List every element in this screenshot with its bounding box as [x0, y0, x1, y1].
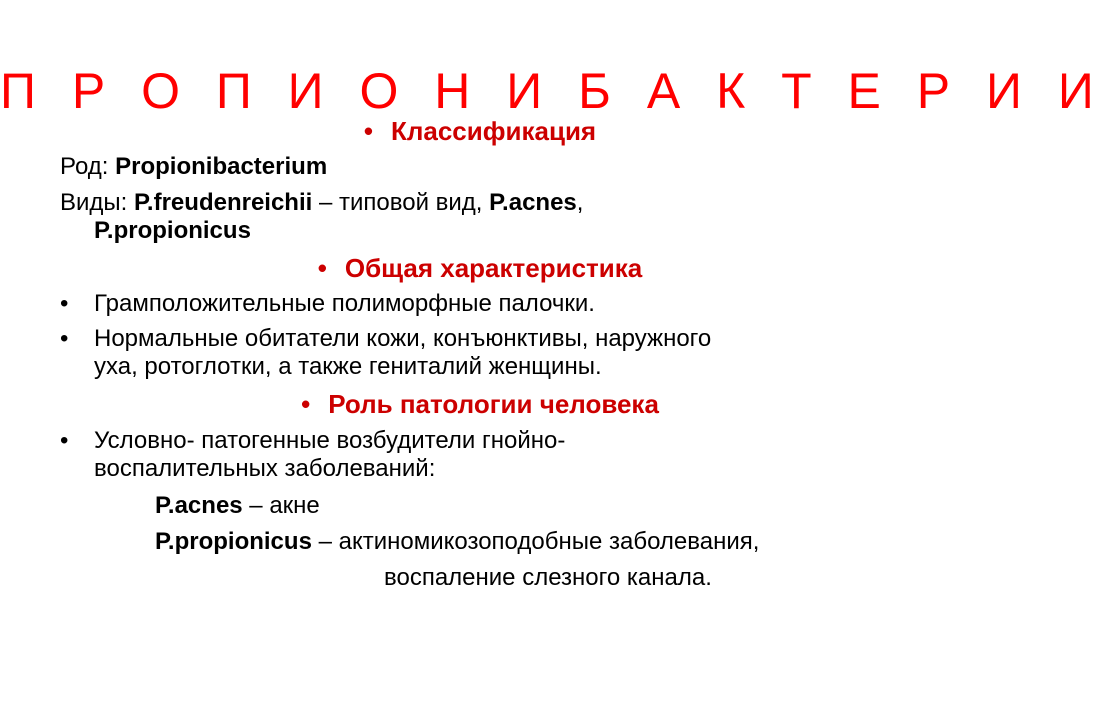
slide-title: П Р О П И О Н И Б А К Т Е Р И И: [0, 63, 1105, 119]
heading-classification-text: Классификация: [391, 116, 597, 146]
propionicus-line: [155, 528, 759, 556]
acnes-name: P.acnes: [155, 492, 243, 519]
species-propionicus: P.propionicus: [94, 217, 251, 244]
bullet-icon: •: [301, 389, 311, 419]
heading-pathology: [0, 389, 960, 419]
heading-general-text: Общая характеристика: [344, 253, 643, 283]
genus-value: Propionibacterium: [115, 153, 328, 180]
genus-line: [60, 153, 327, 181]
species-freudenreichii: P.freudenreichii: [134, 189, 313, 216]
propionicus-desc-2: воспаление слезного канала.: [384, 564, 712, 591]
propionicus-desc-1: – актиномикозоподобные заболевания,: [311, 528, 760, 555]
bullet-icon: •: [60, 427, 69, 454]
bullet-icon: •: [363, 116, 373, 146]
pathology-item-line-1: Условно- патогенные возбудители гнойно-: [94, 427, 566, 454]
heading-pathology-text: Роль патологии человека: [328, 389, 659, 419]
species-separator: ,: [576, 189, 584, 216]
heading-general: [0, 253, 960, 283]
propionicus-name: P.propionicus: [155, 528, 312, 555]
general-item-1: Грамположительные полиморфные палочки.: [94, 290, 595, 317]
heading-classification: [0, 116, 960, 146]
species-label: Виды:: [60, 189, 135, 216]
general-item-2-line-2: уха, ротоглотки, а также гениталий женщины.: [94, 353, 602, 380]
species-type-note: – типовой вид,: [312, 189, 490, 216]
species-line: [60, 189, 583, 217]
species-acnes: P.acnes: [489, 189, 577, 216]
acnes-desc: – акне: [242, 492, 320, 519]
bullet-icon: •: [60, 290, 69, 317]
bullet-icon: •: [317, 253, 327, 283]
general-item-2-line-1: Нормальные обитатели кожи, конъюнктивы, наружного: [94, 325, 712, 352]
acnes-line: [155, 492, 320, 520]
genus-label: Род:: [60, 153, 116, 180]
pathology-item-line-2: воспалительных заболеваний:: [94, 455, 436, 482]
bullet-icon: •: [60, 325, 69, 352]
